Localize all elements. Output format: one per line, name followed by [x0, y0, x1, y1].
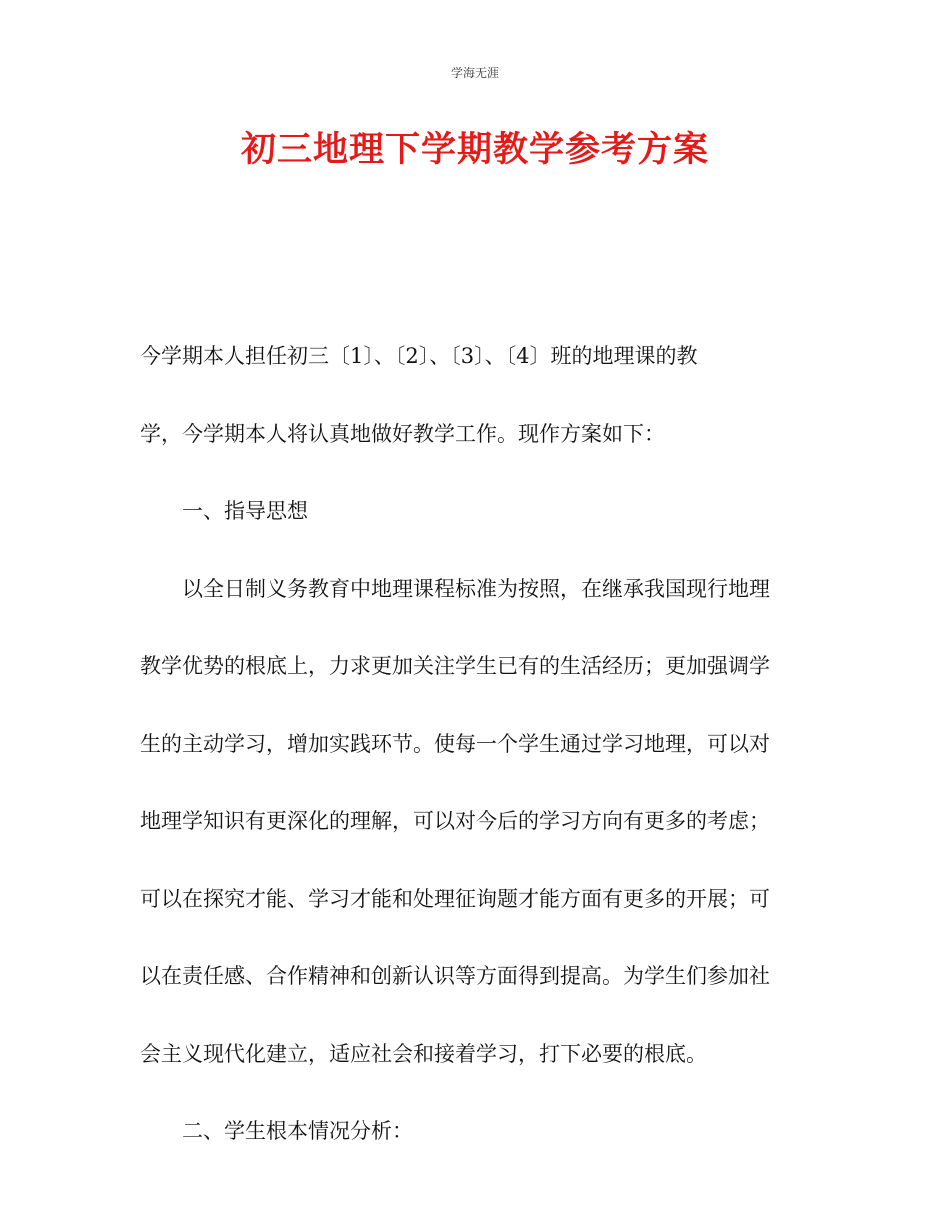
text-line: 以在责任感、合作精神和创新认识等方面得到提高。为学生们参加社 [140, 964, 770, 988]
section-heading: 二、学生根本情况分析： [182, 1119, 413, 1143]
text-line: 学，今学期本人将认真地做好教学工作。现作方案如下： [140, 421, 665, 446]
document-body [140, 318, 800, 1171]
text-line: 会主义现代化建立，适应社会和接着学习，打下必要的根底。 [140, 1041, 707, 1066]
text-line: 以全日制义务教育中地理课程标准为按照，在继承我国现行地理 [182, 576, 770, 601]
text-line: 今学期本人担任初三〔1〕、〔2〕、〔3〕、〔4〕班的地理课的教 [140, 344, 698, 368]
text-line: 生的主动学习，增加实践环节。使每一个学生通过学习地理，可以对 [140, 731, 770, 756]
section-heading: 一、指导思想 [182, 499, 308, 523]
text-line: 地理学知识有更深化的理解，可以对今后的学习方向有更多的考虑； [140, 809, 770, 833]
document-title: 初三地理下学期教学参考方案 [240, 130, 709, 170]
page-header: 学海无涯 [450, 66, 499, 80]
text-line: 教学优势的根底上，力求更加关注学生已有的生活经历；更加强调学 [140, 654, 770, 678]
text-line: 可以在探究才能、学习才能和处理征询题才能方面有更多的开展；可 [140, 886, 770, 911]
